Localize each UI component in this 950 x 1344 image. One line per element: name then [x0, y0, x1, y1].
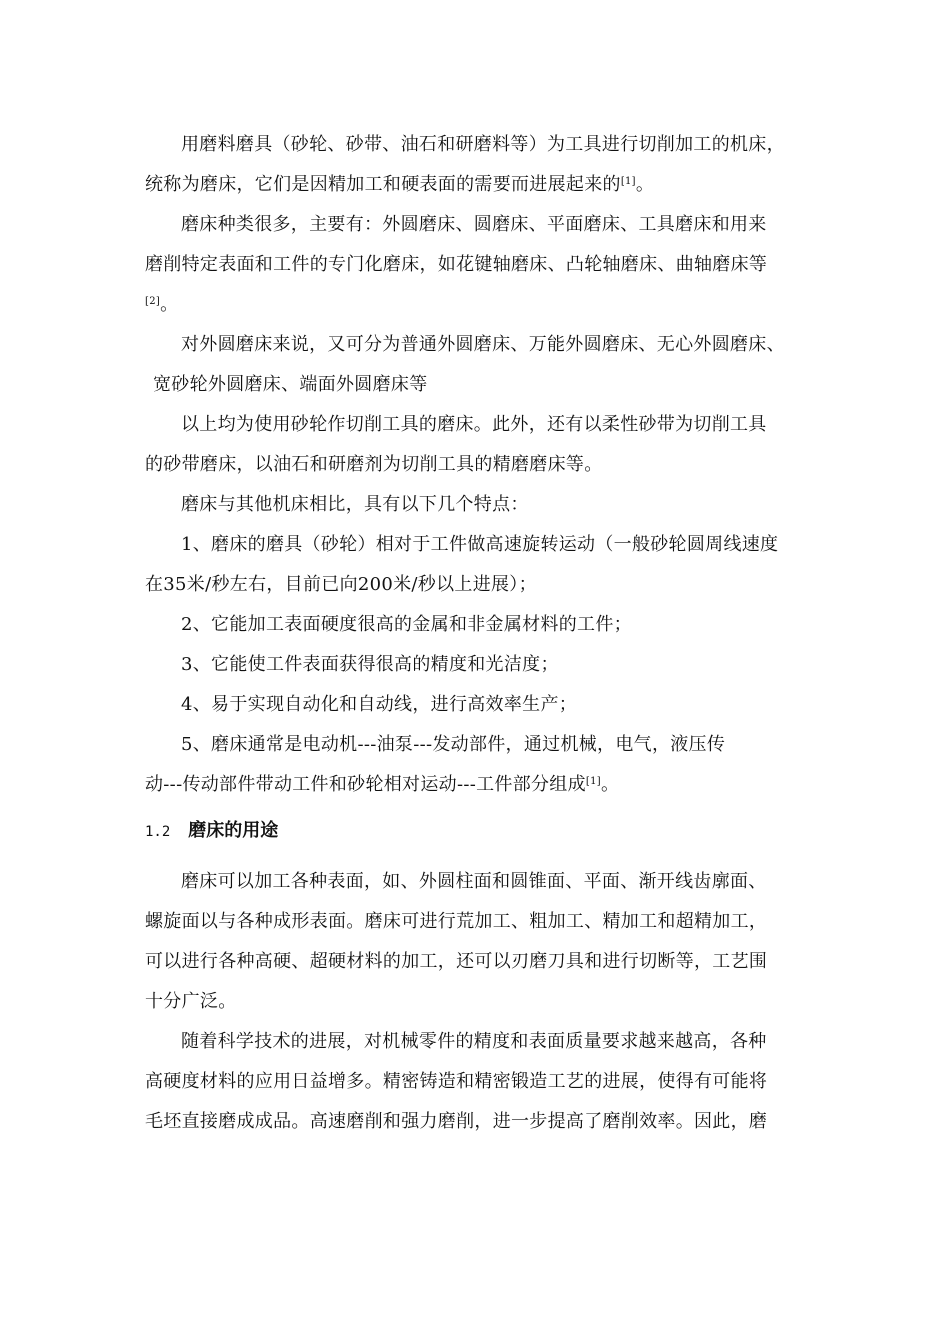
- paragraph-1-line-1: 用磨料磨具（砂轮、砂带、油石和研磨料等）为工具进行切削加工的机床，: [181, 134, 785, 155]
- paragraph-5-line-1: 磨床与其他机床相比，具有以下几个特点：: [181, 494, 529, 515]
- paragraph-3-line-2: 宽砂轮外圆磨床、端面外圆磨床等: [153, 374, 428, 395]
- section-paragraph-2-line-1: 随着科学技术的进展，对机械零件的精度和表面质量要求越来越高，各种: [181, 1031, 767, 1052]
- citation-ref: [2]: [145, 296, 161, 307]
- section-paragraph-2-line-2: 高硬度材料的应用日益增多。精密铸造和精密锻造工艺的进展，使得有可能将: [145, 1071, 768, 1092]
- paragraph-2-end: 。: [160, 294, 179, 315]
- section-paragraph-1-line-1: 磨床可以加工各种表面，如、外圆柱面和圆锥面、平面、渐开线齿廓面、: [181, 871, 767, 892]
- paragraph-2-line-2: 磨削特定表面和工件的专门化磨床，如花键轴磨床、凸轮轴磨床、曲轴磨床等: [145, 254, 768, 275]
- list-item-2: 2、它能加工表面硬度很高的金属和非金属材料的工件；: [181, 614, 632, 635]
- paragraph-2-line-3: [145, 285, 810, 325]
- list-item-1-line-2: 在35米/秒左右，目前已向200米/秒以上进展）；: [145, 574, 537, 595]
- list-item-3: 3、它能使工件表面获得很高的精度和光洁度；: [181, 654, 559, 675]
- list-item-5-line-2-text: 动---传动部件带动工件和砂轮相对运动---工件部分组成: [145, 774, 586, 795]
- list-item-5-line-1: 5、磨床通常是电动机---油泵---发动部件，通过机械，电气，液压传: [181, 734, 726, 755]
- paragraph-4-line-1: 以上均为使用砂轮作切削工具的磨床。此外，还有以柔性砂带为切削工具: [181, 414, 767, 435]
- list-item-5-line-2: [145, 765, 810, 805]
- citation-ref: [1]: [620, 176, 636, 187]
- paragraph-2-line-1: 磨床种类很多，主要有：外圆磨床、圆磨床、平面磨床、工具磨床和用来: [181, 214, 767, 235]
- section-paragraph-1-line-2: 螺旋面以与各种成形表面。磨床可进行荒加工、粗加工、精加工和超精加工，: [145, 911, 768, 932]
- document-page: [145, 125, 810, 1142]
- paragraph-1-end: 。: [635, 174, 655, 195]
- paragraph-4-line-2: 的砂带磨床，以油石和研磨剂为切削工具的精磨磨床等。: [145, 454, 603, 475]
- list-item-5-end: 。: [600, 774, 620, 795]
- section-title: 磨床的用途: [188, 820, 279, 841]
- paragraph-1-line-2: [145, 165, 810, 205]
- section-paragraph-1-line-4: 十分广泛。: [145, 991, 237, 1012]
- list-item-1-line-1: 1、磨床的磨具（砂轮）相对于工件做高速旋转运动（一般砂轮圆周线速度: [181, 534, 779, 555]
- section-heading: [145, 811, 810, 852]
- section-number: 1.2: [145, 824, 171, 840]
- section-paragraph-2-line-3: 毛坯直接磨成成品。高速磨削和强力磨削，进一步提高了磨削效率。因此，磨: [145, 1111, 768, 1132]
- section-paragraph-1-line-3: 可以进行各种高硬、超硬材料的加工，还可以刃磨刀具和进行切断等，工艺围: [145, 951, 768, 972]
- paragraph-1-line-2-text: 统称为磨床，它们是因精加工和硬表面的需要而进展起来的: [145, 174, 621, 195]
- citation-ref: [1]: [585, 776, 601, 787]
- paragraph-3-line-1: 对外圆磨床来说，又可分为普通外圆磨床、万能外圆磨床、无心外圆磨床、: [181, 334, 785, 355]
- list-item-4: 4、易于实现自动化和自动线，进行高效率生产；: [181, 694, 578, 715]
